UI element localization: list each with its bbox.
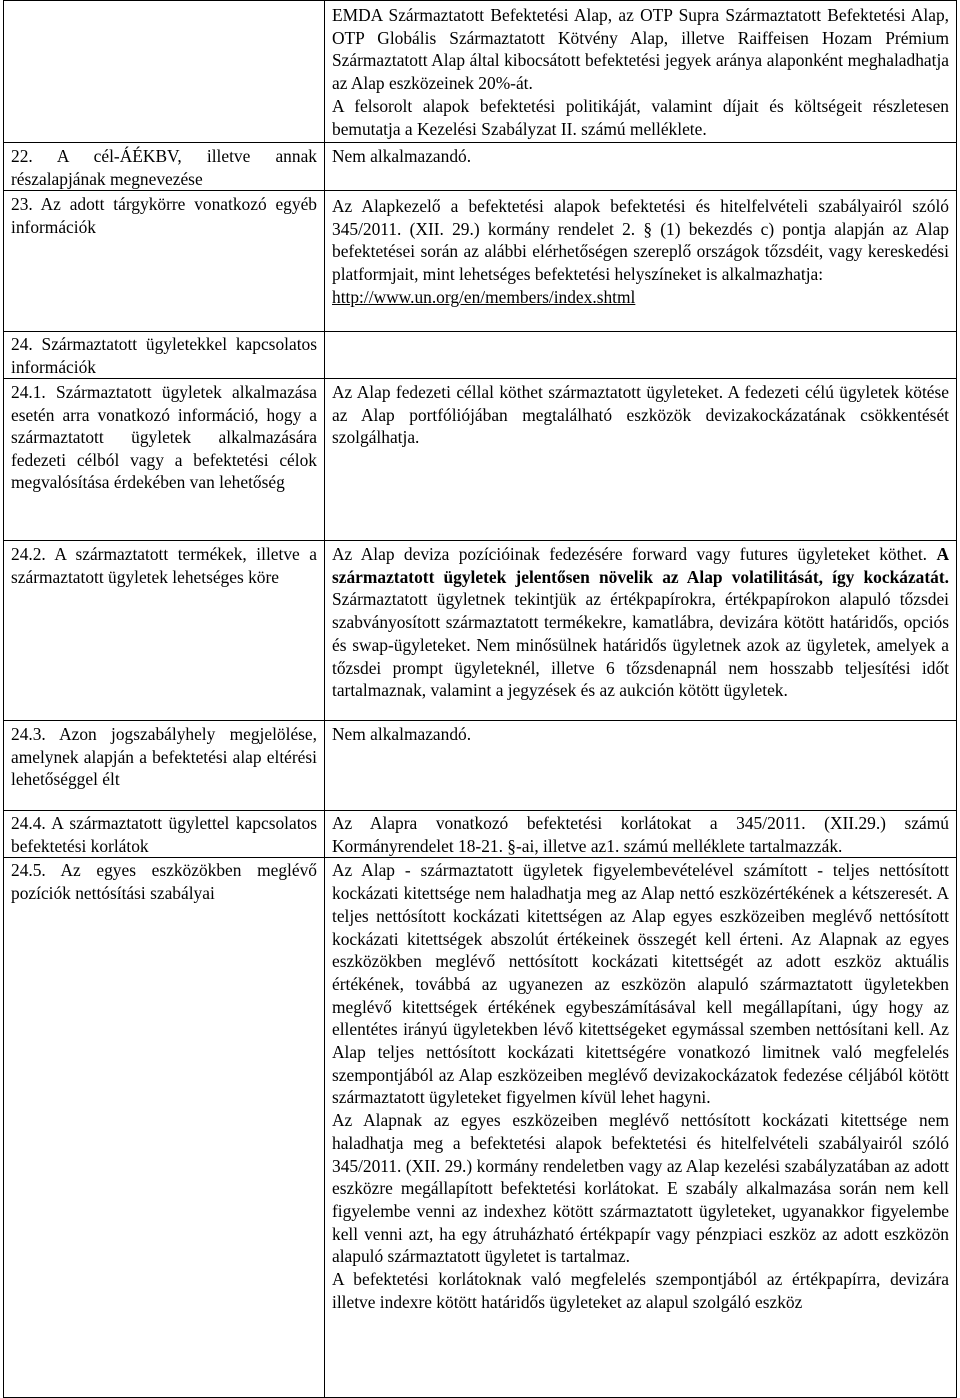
content-text: Az Alap deviza pozícióinak fedezésére forward vagy futures ügyleteket köthet. bbox=[332, 544, 937, 564]
row-label-cell bbox=[4, 811, 325, 858]
content-paragraph: EMDA Származtatott Befektetési Alap, az OTP Supra Származtatott Befektetési Alap, OTP Globális Származtatott Kötvény Alap, illetve Raiffeisen Hozam Prémium Származtatott Alap által kibocsátott befektetési jegyek aránya alaponként meghaladhatja az Alap eszközeinek 20%-át. bbox=[332, 5, 949, 94]
content-paragraph: Nem alkalmazandó. bbox=[332, 146, 472, 166]
section-label: 22. A cél-ÁÉKBV, illetve annak részalapjának megnevezése bbox=[11, 146, 317, 189]
section-label: 24.5. Az egyes eszközökben meglévő pozíciók nettósítási szabályai bbox=[11, 860, 317, 903]
content-paragraph: Az Alapkezelő a befektetési alapok befektetési és hitelfelvételi szabályairól szóló 345/2011. (XII. 29.) kormány rendelet 2. § (1) bekezdés c) pontja alapján az Alap befektetései során az alábbi elérhetőségen szereplő országok tőzsdéit, vagy kereskedési platformjait, mint lehetséges befektetési helyszíneket is alkalmazhatja: bbox=[332, 196, 949, 285]
row-content-cell bbox=[325, 811, 957, 858]
content-paragraph: Az Alap fedezeti céllal köthet származtatott ügyleteket. A fedezeti célú ügyletek kötése az Alap portfóliójában megtalálható eszközök devizakockázatának csökkentését szolgálhatja. bbox=[332, 382, 949, 448]
row-label-cell bbox=[4, 541, 325, 721]
row-label-cell bbox=[4, 379, 325, 541]
table-row bbox=[4, 332, 957, 379]
content-text: Származtatott ügyletnek tekintjük az értékpapírokra, értékpapírokon alapuló tőzsdei szabványosított származtatott termékekre, kamatlábra, devizára kötött határidős, opciós és swap-ügyleteket. Nem minősülnek határidős ügyletnek azok az ügyletek, amelyek a tőzsdei prompt ügyleteknél, illetve 6 tőzsdenapnál nem hosszabb teljesítési időt tartalmaznak, valamint a jegyzések és az aukción kötött ügyletek. bbox=[332, 589, 949, 701]
warning-text: A származtatott ügyletek jelentősen növelik az Alap volatilitását, így kockázatát. bbox=[332, 544, 949, 587]
content-paragraph: Az Alap - származtatott ügyletek figyelembevételével számított - teljes nettósított kockázati kitettsége nem haladhatja meg az Alap nettó eszközértékének a kétszeresét. A teljes nettósított kockázati kitettségen az Alap egyes eszközeiben meglévő nettósított kockázati kitettségek abszolút értékeinek összegét kell érteni. Az Alapnak az egyes eszközökben meglévő nettósított kockázati kitettségét az adott eszköz aktuális értékének, továbbá az ugyanezen az eszközön alapuló származtatott ügyletekben meglévő kitettségek értékének egybeszámításával kell megállapítani, úgy hogy az ellentétes irányú ügyletekben lévő kitettségeket egymással szemben nettósítani kell. Az Alap teljes nettósított kockázati kitettségére vonatkozó limitnek való megfelelés szempontjából az Alap eszközeiben meglévő devizakockázatok fedezése céljából kötött származtatott ügyleteket figyelmen kívül lehet hagyni. bbox=[332, 860, 949, 1108]
row-content-cell bbox=[325, 858, 957, 1398]
row-content-cell bbox=[325, 191, 957, 332]
content-paragraph bbox=[332, 543, 949, 702]
row-content-cell bbox=[325, 332, 957, 379]
content-paragraph: Az Alapnak az egyes eszközeiben meglévő nettósított kockázati kitettsége nem haladhatja meg a befektetési alapok befektetési és hitelfelvételi szabályairól szóló 345/2011. (XII. 29.) kormány rendeletben vagy az Alap kezelési szabályzatában az adott eszközre megállapított befektetési korlátokat. E szabály alkalmazása során nem kell figyelembe venni az indexhez kötött származtatott ügyleteket, ugyanakkor figyelembe kell venni azt, ha egy átruházható értékpapír vagy pénzpiaci eszköz az adott eszközön alapuló származtatott ügyletet is tartalmaz. bbox=[332, 1110, 949, 1267]
section-label: 24.3. Azon jogszabályhely megjelölése, amelynek alapján a befektetési alap eltérési lehetőséggel élt bbox=[11, 724, 317, 789]
table-row bbox=[4, 191, 957, 332]
row-label-cell bbox=[4, 721, 325, 811]
row-label-cell bbox=[4, 191, 325, 332]
row-content-cell bbox=[325, 541, 957, 721]
document-table bbox=[3, 0, 957, 1398]
section-label: 24.4. A származtatott ügylettel kapcsolatos befektetési korlátok bbox=[11, 813, 317, 856]
content-paragraph: A befektetési korlátoknak való megfelelés szempontjából az értékpapírra, devizára illetve indexre kötött határidős ügyleteket az alapul szolgáló eszköz bbox=[332, 1269, 949, 1312]
table-row bbox=[4, 1, 957, 143]
section-label: 24.1. Származtatott ügyletek alkalmazása esetén arra vonatkozó információ, hogy a származtatott ügyletek alkalmazására fedezeti célból vagy a befektetési célok megvalósítása érdekében van lehetőség bbox=[11, 382, 317, 492]
content-paragraph: Az Alapra vonatkozó befektetési korlátokat a 345/2011. (XII.29.) számú Kormányrendelet 18-21. §-ai, illetve az1. számú melléklete tartalmazzák. bbox=[332, 813, 949, 856]
row-label-cell bbox=[4, 143, 325, 191]
row-label-cell bbox=[4, 1, 325, 143]
content-paragraph: Nem alkalmazandó. bbox=[332, 724, 472, 744]
row-content-cell bbox=[325, 1, 957, 143]
link-text[interactable]: http://www.un.org/en/members/index.shtml bbox=[332, 286, 636, 307]
row-label-cell bbox=[4, 332, 325, 379]
row-content-cell bbox=[325, 379, 957, 541]
section-label: 24. Származtatott ügyletekkel kapcsolatos információk bbox=[11, 334, 317, 377]
table-row bbox=[4, 721, 957, 811]
table-row bbox=[4, 379, 957, 541]
table-row bbox=[4, 541, 957, 721]
section-label: 24.2. A származtatott termékek, illetve a származtatott ügyletek lehetséges köre bbox=[11, 544, 317, 587]
row-label-cell bbox=[4, 858, 325, 1398]
table-row bbox=[4, 858, 957, 1398]
row-content-cell bbox=[325, 143, 957, 191]
content-paragraph: A felsorolt alapok befektetési politikáját, valamint díjait és költségeit részletesen bemutatja a Kezelési Szabályzat II. számú melléklete. bbox=[332, 95, 949, 139]
row-content-cell bbox=[325, 721, 957, 811]
table-row bbox=[4, 811, 957, 858]
table-row bbox=[4, 143, 957, 191]
section-label: 23. Az adott tárgykörre vonatkozó egyéb információk bbox=[11, 194, 317, 237]
